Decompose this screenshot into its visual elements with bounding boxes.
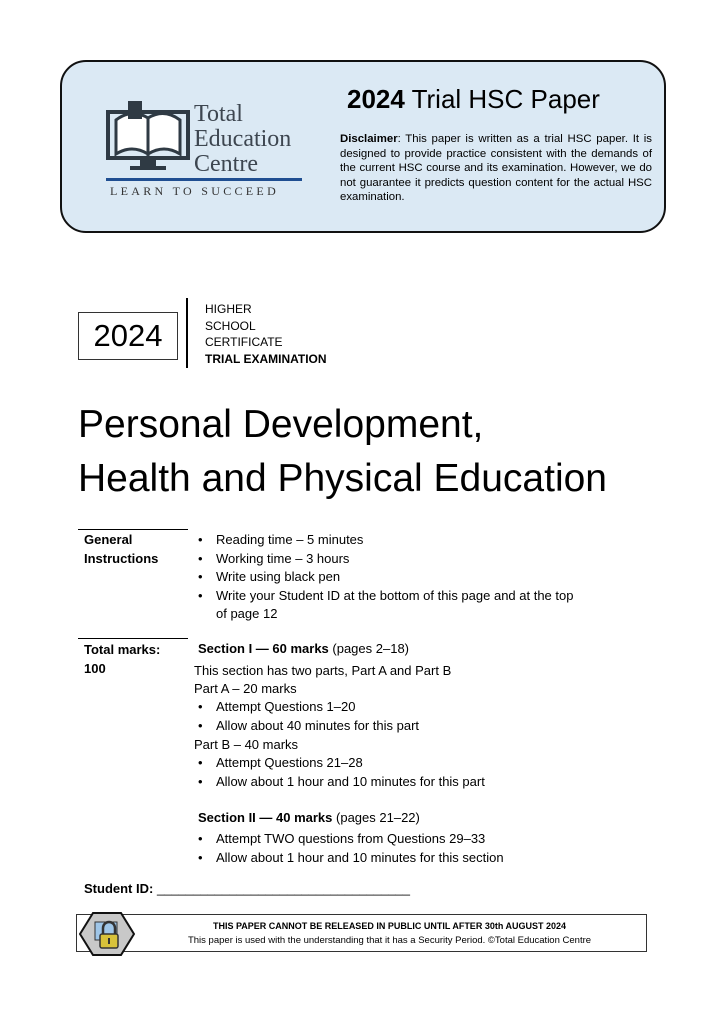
section1-heading [198, 640, 409, 659]
section2-pages: (pages 21–22) [332, 810, 420, 825]
logo-tagline: LEARN TO SUCCEED [110, 184, 280, 198]
padlock-icon [79, 912, 135, 956]
subject-line-1: Personal Development, [78, 403, 484, 446]
list-item: • Write using black pen [196, 568, 586, 587]
disclaimer [340, 132, 652, 205]
section1-pages: (pages 2–18) [328, 641, 410, 656]
logo-underline [106, 178, 302, 181]
banner-title [347, 84, 600, 115]
section1-description: This section has two parts, Part A and Part B [194, 663, 452, 678]
total-marks-label [84, 640, 160, 678]
disclaimer-label: Disclaimer [340, 133, 398, 145]
header-banner [60, 60, 666, 233]
book-monitor-icon [106, 98, 192, 172]
list-item: • Allow about 40 minutes for this part [196, 717, 596, 736]
exam-divider [186, 298, 188, 368]
general-instructions-label [84, 530, 158, 568]
footer-release-notice: THIS PAPER CANNOT BE RELEASED IN PUBLIC UNTIL AFTER 30th AUGUST 2024 [212, 921, 567, 931]
exam-line-higher: HIGHER [205, 302, 252, 316]
part-b-list [196, 754, 596, 791]
total-marks-line-1: Total marks: [84, 642, 161, 657]
total-marks-value: 100 [84, 661, 106, 676]
logo-line-education: Education [194, 126, 292, 152]
list-item: • Attempt TWO questions from Questions 29–33 [196, 830, 616, 849]
part-a-label: Part A – 20 marks [194, 681, 297, 696]
list-item: • Allow about 1 hour and 10 minutes for this section [196, 849, 616, 868]
part-b-label: Part B – 40 marks [194, 737, 299, 752]
subject-title [78, 398, 607, 506]
section1-title: Section I — 60 marks [198, 641, 329, 656]
list-item: • Attempt Questions 21–28 [196, 754, 596, 773]
list-item: • Allow about 1 hour and 10 minutes for this part [196, 773, 596, 792]
exam-year-box: 2024 [78, 312, 178, 360]
student-id-label: Student ID: [84, 881, 154, 896]
footer-security-notice: This paper is used with the understanding that it has a Security Period. ©Total Education Centre [187, 935, 592, 946]
general-label-line-2: Instructions [84, 551, 159, 566]
student-id-row [84, 881, 410, 896]
section2-list [196, 830, 616, 867]
list-item: • Write your Student ID at the bottom of this page and at the top of page 12 [196, 587, 586, 624]
exam-line-school: SCHOOL [205, 318, 256, 333]
section2-heading [198, 809, 420, 828]
student-id-field[interactable]: ___________________________________ [156, 881, 411, 896]
subject-line-2: Health and Physical Education [78, 457, 607, 500]
marks-rule [78, 638, 188, 639]
disclaimer-text: : This paper is written as a trial HSC paper. It is designed to provide practice consistent with the demands of the current HSC course and its examination. However, we do not guarantee it predicts question content for the actual HSC examination. [340, 133, 652, 203]
list-item: • Working time – 3 hours [196, 550, 586, 569]
exam-line-certificate: CERTIFICATE [205, 335, 283, 349]
logo-line-total: Total [194, 101, 243, 127]
section2-title: Section II — 40 marks [198, 810, 333, 825]
banner-title-year: 2024 [347, 84, 405, 114]
general-label-line-1: General [84, 532, 133, 547]
security-footer [76, 914, 647, 952]
part-a-list [196, 698, 596, 735]
tec-logo [106, 98, 306, 198]
logo-line-centre: Centre [194, 151, 258, 177]
general-instructions-list [196, 531, 586, 624]
exam-heading [205, 301, 327, 367]
list-item: • Attempt Questions 1–20 [196, 698, 596, 717]
banner-title-text: Trial HSC Paper [404, 84, 600, 114]
list-item: • Reading time – 5 minutes [196, 531, 586, 550]
exam-type: TRIAL EXAMINATION [205, 351, 327, 366]
logo-wordmark [194, 102, 291, 177]
